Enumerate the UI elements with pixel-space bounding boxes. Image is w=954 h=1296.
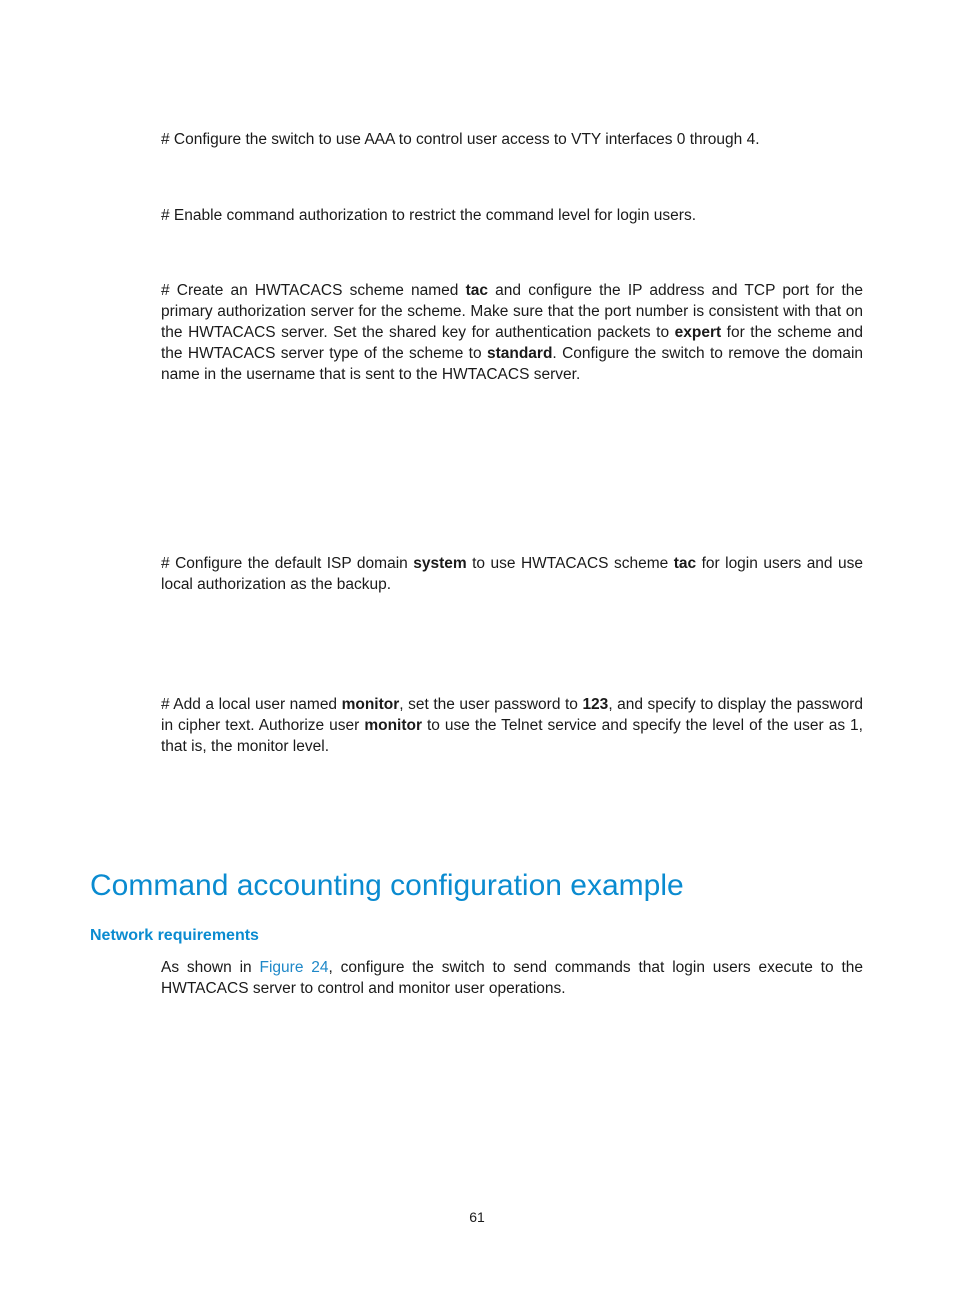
step-configure-aaa-vty: # Configure the switch to use AAA to control user access to VTY interfaces 0 through 4. <box>161 131 760 148</box>
step-configure-isp-domain: # Configure the default ISP domain system to use HWTACACS scheme tac for login users and use local authorization as the backup. <box>161 555 864 593</box>
step-add-local-user: # Add a local user named monitor, set the user password to 123, and specify to display the password in cipher text. Authorize user monitor to use the Telnet service and specify the level of the user as 1, that is, the monitor level. <box>161 696 863 755</box>
keyword-monitor: monitor <box>364 717 422 734</box>
keyword-expert: expert <box>674 324 722 341</box>
keyword-password: 123 <box>582 696 609 713</box>
subsection-title: Network requirements <box>90 927 259 944</box>
keyword-tac: tac <box>673 555 697 572</box>
keyword-monitor: monitor <box>341 696 400 713</box>
step-create-hwtacacs-scheme: # Create an HWTACACS scheme named tac and configure the IP address and TCP port for the primary authorization server for the scheme. Make sure that the port number is consistent with that on the HWTACACS server. Set the shared key for authentication packets to expert for the scheme and the HWTACACS server type of the scheme to standard. Configure the switch to remove the domain name in the username that is sent to the HWTACACS server. <box>161 282 864 383</box>
network-requirements-text: As shown in Figure 24, configure the switch to send commands that login users execute to the HWTACACS server to control and monitor user operations. <box>161 959 863 997</box>
step-enable-command-authorization: # Enable command authorization to restrict the command level for login users. <box>161 207 697 224</box>
keyword-system: system <box>413 555 467 572</box>
page-number: 61 <box>469 1209 485 1225</box>
keyword-standard: standard <box>486 345 553 362</box>
keyword-tac: tac <box>465 282 488 299</box>
section-title: Command accounting configuration example <box>90 869 684 902</box>
figure-link[interactable]: Figure 24 <box>259 959 329 976</box>
